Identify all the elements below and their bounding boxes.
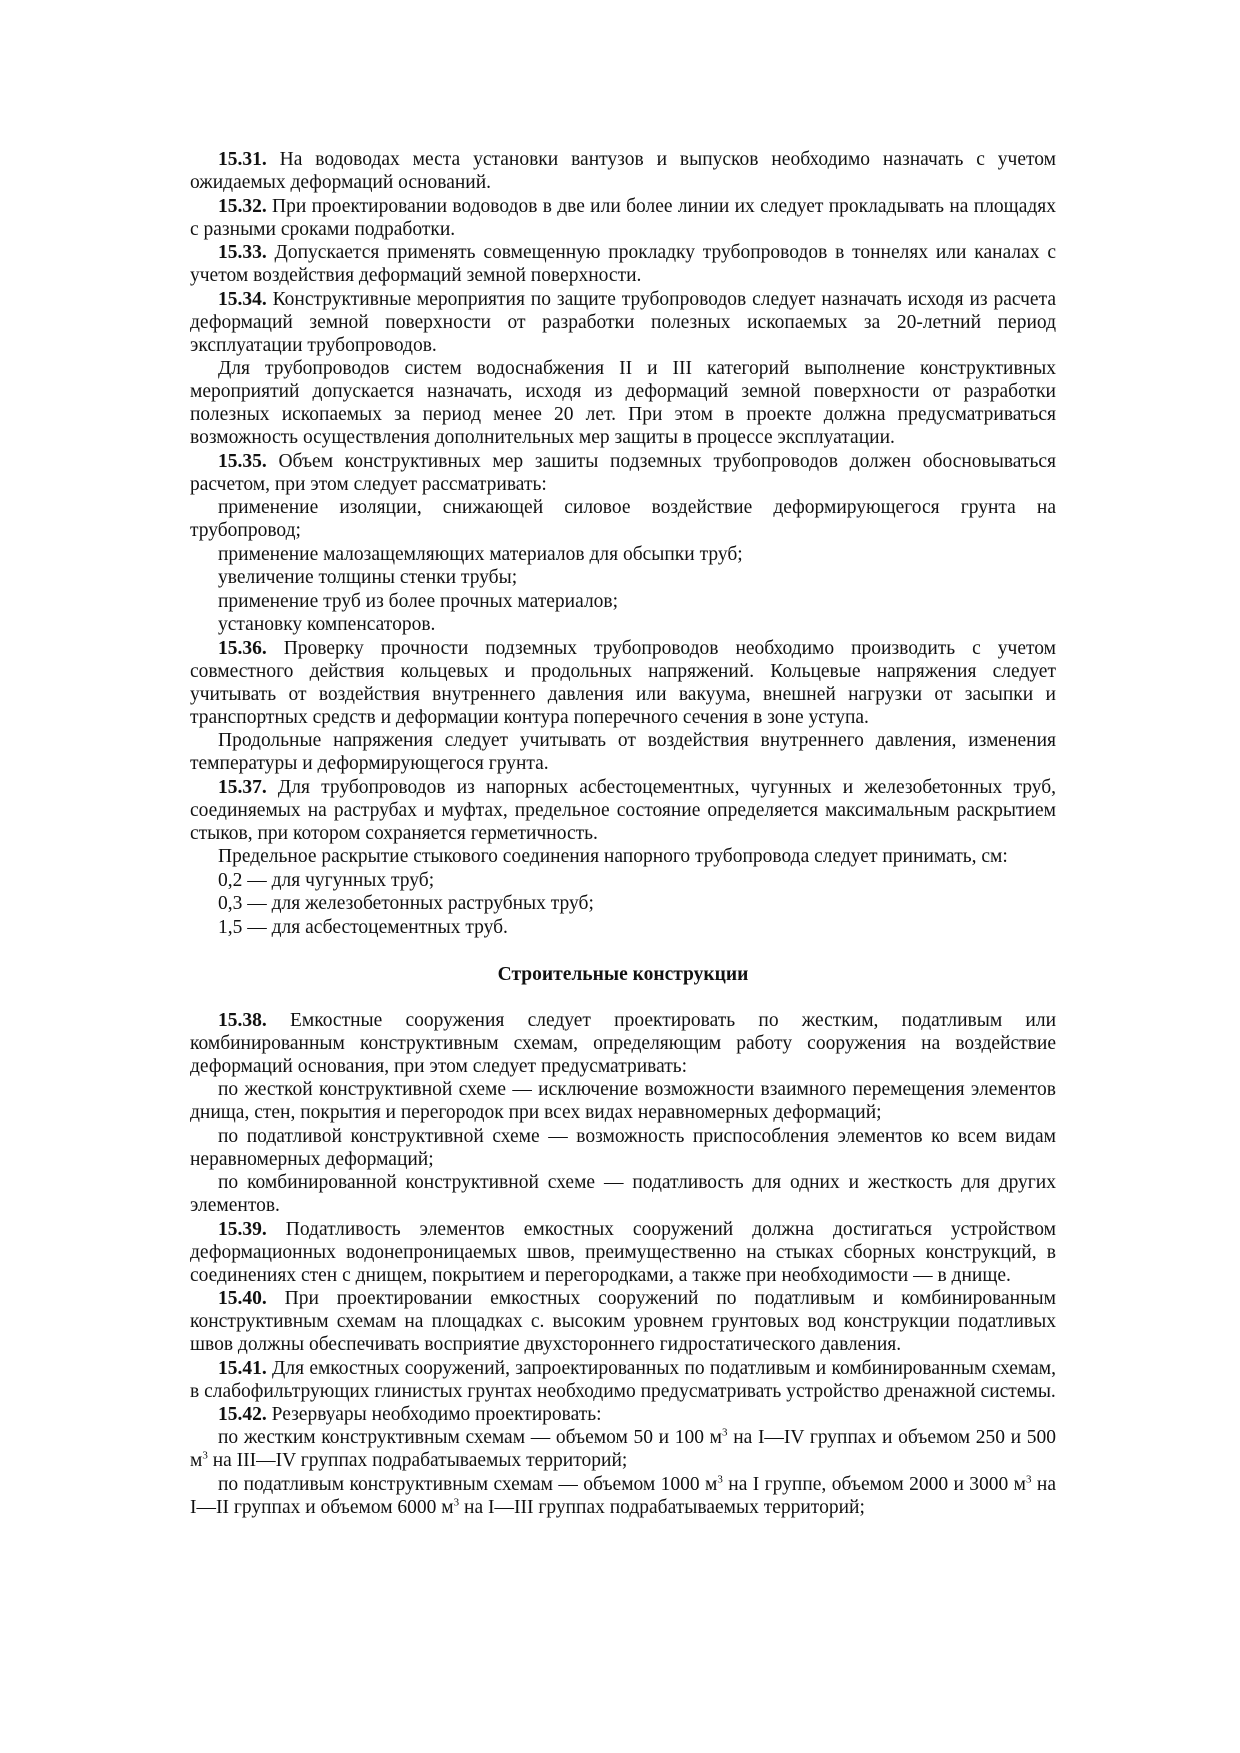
paragraph-text: 0,3 — для железобетонных раструбных труб; xyxy=(218,893,594,914)
paragraph-text: Податливость элементов емкостных сооружений должна достигаться устройством деформационных водонепроницаемых швов, преимущественно на стыках сборных конструкций, в соединениях стен с днищем, покрытием и перегородками, а также при необходимости — в днище. xyxy=(190,1218,1056,1286)
paragraph-text: Резервуары необходимо проектировать: xyxy=(266,1404,602,1425)
paragraph xyxy=(190,1125,1056,1171)
paragraph xyxy=(190,637,1056,729)
paragraphs-block-b xyxy=(190,1009,1056,1427)
superscript-3: 3 xyxy=(1026,1473,1032,1485)
paragraph-text: Проверку прочности подземных трубопроводов необходимо производить с учетом совместного действия кольцевых и продольных напряжений. Кольцевые напряжения следует учитывать от воздействия внутреннего давления или вакуума, внешней нагрузки от засыпки и транспортных средств и деформации контура поперечного сечения в зоне уступа. xyxy=(190,637,1056,728)
paragraph xyxy=(190,195,1056,241)
superscript-3: 3 xyxy=(453,1496,460,1508)
paragraph xyxy=(190,869,1056,892)
paragraph-text: Для трубопроводов систем водоснабжения II и III категорий выполнение конструктивных мероприятий допускается назначать, исходя из деформаций земной поверхности от разработки полезных ископаемых за период менее 20 лет. При этом в проекте должна предусматриваться возможность осуществления дополнительных мер защиты в процессе эксплуатации. xyxy=(190,358,1056,448)
clause-number: 15.40. xyxy=(218,1288,267,1309)
para-flexible-text-3: на I—II группах и объемом 6000 м xyxy=(190,1473,1056,1518)
paragraph-text: Объем конструктивных мер зашиты подземных трубопроводов должен обосновываться расчетом, при этом следует рассматривать: xyxy=(190,450,1056,495)
paragraph xyxy=(190,1403,1056,1426)
paragraph-text: Допускается применять совмещенную прокладку трубопроводов в тоннелях или каналах с учетом воздействия деформаций земной поверхности. xyxy=(190,242,1056,286)
clause-number: 15.34. xyxy=(218,288,267,310)
paragraph xyxy=(190,543,1056,566)
paragraph-text: Для трубопроводов из напорных асбестоцементных, чугунных и железобетонных труб, соединяемых на раструбах и муфтах, предельное состояние определяется максимальным раскрытием стыков, при котором сохраняется герметичность. xyxy=(190,776,1056,844)
para-flexible-text-1: по податливым конструктивным схемам — объемом 1000 м xyxy=(218,1473,718,1495)
superscript-3: 3 xyxy=(202,1449,208,1462)
paragraph xyxy=(190,1218,1056,1287)
paragraph xyxy=(190,566,1056,589)
paragraph-text: установку компенсаторов. xyxy=(218,614,436,635)
paragraph xyxy=(190,892,1056,915)
paragraph xyxy=(190,1078,1056,1124)
para-rigid-text-3: на III—IV группах подрабатываемых территорий; xyxy=(207,1450,628,1471)
clause-number: 15.31. xyxy=(218,149,267,170)
section-heading: Строительные конструкции xyxy=(497,963,749,985)
paragraph xyxy=(190,1009,1056,1078)
superscript-3: 3 xyxy=(722,1426,728,1439)
para-flexible-text-2: на I группе, объемом 2000 и 3000 м xyxy=(722,1473,1027,1495)
paragraph-text: На водоводах места установки вантузов и выпусков необходимо назначать с учетом ожидаемых деформаций оснований. xyxy=(190,149,1056,193)
document-page xyxy=(190,148,1056,1519)
paragraph xyxy=(190,450,1056,496)
paragraph-text: Для емкостных сооружений, запроектированных по податливым и комбинированным схемам, в слабофильтрующих глинистых грунтах необходимо предусматривать устройство дренажной системы. xyxy=(190,1357,1056,1402)
paragraph xyxy=(190,590,1056,613)
paragraph xyxy=(190,241,1056,287)
paragraph-text: по жесткой конструктивной схеме — исключение возможности взаимного перемещения элементов днища, стен, покрытия и перегородок при всех видах неравномерных деформаций; xyxy=(190,1079,1056,1123)
paragraph-text: 1,5 — для асбестоцементных труб. xyxy=(218,916,508,938)
paragraph xyxy=(190,1357,1056,1403)
paragraph-text: по комбинированной конструктивной схеме — податливость для одних и жесткость для других элементов. xyxy=(190,1172,1056,1216)
paragraph-text: по податливой конструктивной схеме — возможность приспособления элементов ко всем видам неравномерных деформаций; xyxy=(190,1125,1056,1170)
clause-number: 15.36. xyxy=(218,637,267,659)
paragraph-text: Предельное раскрытие стыкового соединения напорного трубопровода следует принимать, см: xyxy=(218,846,1008,867)
paragraph-text: Продольные напряжения следует учитывать от воздействия внутреннего давления, изменения температуры и деформирующегося грунта. xyxy=(190,730,1056,774)
paragraphs-block-a xyxy=(190,148,1056,939)
clause-number: 15.35. xyxy=(218,450,267,472)
paragraph xyxy=(190,916,1056,939)
clause-number: 15.33. xyxy=(218,242,267,263)
paragraph xyxy=(190,288,1056,357)
paragraph-text: При проектировании емкостных сооружений по податливым и комбинированным конструктивным схемам на площадках с. высоким уровнем грунтовых вод конструкции податливых швов должны обеспечивать восприятие двухстороннего гидростатического давления. xyxy=(190,1288,1056,1355)
paragraph xyxy=(190,357,1056,449)
paragraph-text: увеличение толщины стенки трубы; xyxy=(218,567,518,588)
superscript-3: 3 xyxy=(717,1473,723,1485)
para-rigid-text-2: на I—IV группах и объемом 250 и 500 м xyxy=(190,1427,1056,1471)
para-rigid-text-1: по жестким конструктивным схемам — объемом 50 и 100 м xyxy=(218,1427,723,1448)
clause-number: 15.37. xyxy=(218,776,267,798)
paragraph-rigid-schemes xyxy=(190,1426,1056,1472)
paragraph-text: 0,2 — для чугунных труб; xyxy=(218,869,435,891)
clause-number: 15.32. xyxy=(218,195,267,217)
clause-number: 15.41. xyxy=(218,1357,267,1379)
paragraph xyxy=(190,1171,1056,1217)
paragraph xyxy=(190,496,1056,542)
paragraph-text: применение труб из более прочных материалов; xyxy=(218,590,619,612)
paragraph-flexible-schemes xyxy=(190,1473,1056,1519)
clause-number: 15.42. xyxy=(218,1404,267,1425)
paragraph-text: При проектировании водоводов в две или более линии их следует прокладывать на площадях с разными сроками подработки. xyxy=(190,195,1056,240)
paragraph xyxy=(190,845,1056,868)
paragraph-text: применение изоляции, снижающей силовое воздействие деформирующегося грунта на трубопровод; xyxy=(190,497,1056,541)
paragraph-text: применение малозащемляющих материалов для обсыпки труб; xyxy=(218,543,743,565)
paragraph xyxy=(190,729,1056,775)
paragraph-text: Конструктивные мероприятия по защите трубопроводов следует назначать исходя из расчета деформаций земной поверхности от разработки полезных ископаемых за 20-летний период эксплуатации трубопроводов. xyxy=(190,288,1056,356)
clause-number: 15.38. xyxy=(218,1009,267,1031)
clause-number: 15.39. xyxy=(218,1218,267,1240)
paragraph-text: Емкостные сооружения следует проектировать по жестким, податливым или комбинированным конструктивным схемам, определяющим работу сооружения на воздействие деформаций основания, при этом следует предусматривать: xyxy=(190,1009,1056,1077)
paragraph xyxy=(190,776,1056,845)
paragraph xyxy=(190,613,1056,636)
para-flexible-text-4: на I—III группах подрабатываемых территорий; xyxy=(459,1496,865,1518)
paragraph xyxy=(190,148,1056,194)
paragraph xyxy=(190,1287,1056,1356)
